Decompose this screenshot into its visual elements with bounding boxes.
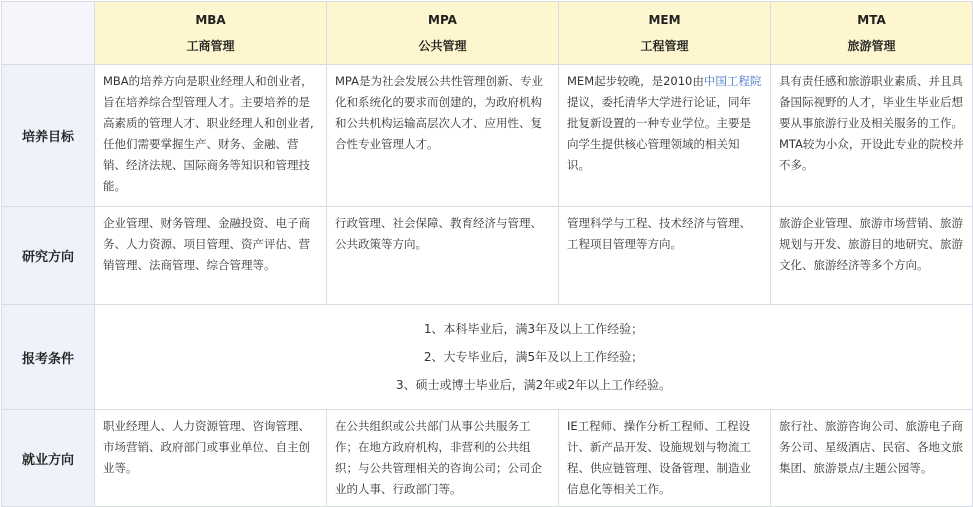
cell-research-mpa: 行政管理、社会保障、教育经济与管理、公共政策等方向。 [327, 207, 559, 305]
column-header-mta [771, 2, 973, 65]
cell-research-mem: 管理科学与工程、技术经济与管理、工程项目管理等方向。 [559, 207, 771, 305]
header-row [2, 2, 973, 65]
program-comparison-table [1, 1, 973, 507]
cae-link[interactable]: 中国工程院 [703, 74, 762, 88]
condition-line: 3、硕士或博士毕业后，满2年或2年以上工作经验。 [396, 378, 671, 392]
corner-cell [2, 2, 95, 65]
row-label-employment: 就业方向 [2, 410, 95, 507]
row-label-goals: 培养目标 [2, 65, 95, 207]
column-code: MBA [195, 12, 226, 27]
table-row-employment [2, 410, 973, 507]
column-code: MEM [648, 12, 681, 27]
cell-employment-mta: 旅行社、旅游咨询公司、旅游电子商务公司、星级酒店、民宿、各地文旅集团、旅游景点/主题公园等。 [771, 410, 973, 507]
cell-goals-mba: MBA的培养方向是职业经理人和创业者，旨在培养综合型管理人才。主要培养的是高素质的管理人才、职业经理人和创业者,任他们需要掌握生产、财务、金融、营销、经济法规、国际商务等知识和管理技能。 [95, 65, 327, 207]
cell-research-mba: 企业管理、财务管理、金融投资、电子商务、人力资源、项目管理、资产评估、营销管理、法商管理、综合管理等。 [95, 207, 327, 305]
table-row-goals [2, 65, 973, 207]
cell-research-mta: 旅游企业管理、旅游市场营销、旅游规划与开发、旅游目的地研究、旅游文化、旅游经济等多个方向。 [771, 207, 973, 305]
cell-goals-mem [559, 65, 771, 207]
column-header-mba [95, 2, 327, 65]
column-header-mpa [327, 2, 559, 65]
cell-goals-mta: 具有责任感和旅游职业素质、并且具备国际视野的人才，毕业生毕业后想要从事旅游行业及相关服务的工作。MTA较为小众，开设此专业的院校并不多。 [771, 65, 973, 207]
condition-line: 1、本科毕业后，满3年及以上工作经验； [423, 322, 644, 336]
column-code: MTA [857, 12, 886, 27]
column-title: 工程管理 [640, 38, 689, 53]
column-title: 公共管理 [418, 38, 467, 53]
column-header-mem [559, 2, 771, 65]
cell-employment-mem: IE工程师、操作分析工程师、工程设计、新产品开发、设施规划与物流工程、供应链管理、设备管理、制造业信息化等相关工作。 [559, 410, 771, 507]
cell-goals-mpa: MPA是为社会发展公共性管理创新、专业化和系统化的要求而创建的，为政府机构和公共机构运输高层次人才、应用性、复合性专业管理人才。 [327, 65, 559, 207]
column-title: 旅游管理 [847, 38, 896, 53]
mem-goals-text-end: 提议，委托清华大学进行论证，同年批复新设置的一种专业学位。主要是向学生提供核心管理领域的相关知识。 [567, 95, 751, 172]
column-code: MPA [428, 12, 457, 27]
cell-conditions-merged [95, 305, 973, 410]
table-row-conditions [2, 305, 973, 410]
row-label-conditions: 报考条件 [2, 305, 95, 410]
cell-employment-mpa: 在公共组织或公共部门从事公共服务工作；在地方政府机构，非营利的公共组织；与公共管理相关的咨询公司；公司企业的人事、行政部门等。 [327, 410, 559, 507]
table-row-research [2, 207, 973, 305]
mem-goals-text-start: MEM起步较晚，是2010由 [567, 74, 704, 88]
condition-line: 2、大专毕业后，满5年及以上工作经验； [423, 350, 644, 364]
row-label-research: 研究方向 [2, 207, 95, 305]
column-title: 工商管理 [186, 38, 235, 53]
cell-employment-mba: 职业经理人、人力资源管理、咨询管理、市场营销、政府部门或事业单位、自主创业等。 [95, 410, 327, 507]
